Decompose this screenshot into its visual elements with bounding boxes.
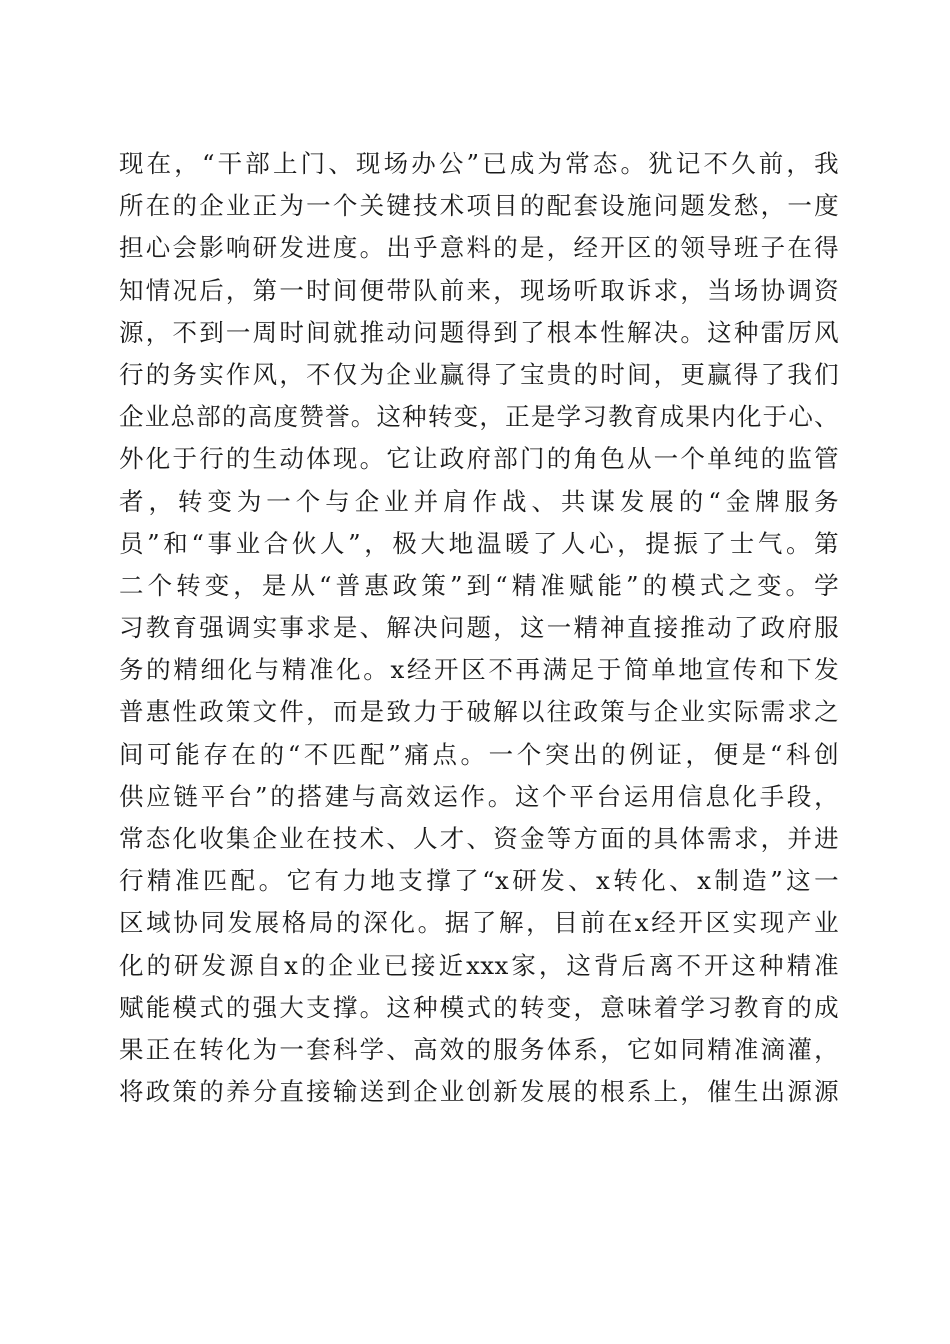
text-line: 现在，“干部上门、现场办公”已成为常态。犹记不久前，我: [119, 149, 839, 178]
text-line: 源，不到一周时间就推动问题得到了根本性解决。这种雷厉风: [119, 317, 839, 347]
text-line: 供应链平台”的搭建与高效运作。这个平台运用信息化手段，: [119, 781, 839, 811]
text-line: 赋能模式的强大支撑。这种模式的转变，意味着学习教育的成: [119, 992, 839, 1022]
text-line: 二个转变，是从“普惠政策”到“精准赋能”的模式之变。学: [119, 570, 839, 600]
text-line: 所在的企业正为一个关键技术项目的配套设施问题发愁，一度: [119, 191, 839, 221]
text-line: 将政策的养分直接输送到企业创新发展的根系上，催生出源源: [119, 1077, 839, 1107]
text-line: 者，转变为一个与企业并肩作战、共谋发展的“金牌服务: [119, 486, 839, 516]
text-line: 常态化收集企业在技术、人才、资金等方面的具体需求，并进: [119, 824, 839, 853]
text-line: 行的务实作风，不仅为企业赢得了宝贵的时间，更赢得了我们: [119, 359, 839, 389]
text-line: 企业总部的高度赞誉。这种转变，正是学习教育成果内化于心、: [119, 402, 839, 432]
text-line: 务的精细化与精准化。x经开区不再满足于简单地宣传和下发: [119, 655, 839, 685]
text-line: 员”和“事业合伙人”，极大地温暖了人心，提振了士气。第: [119, 528, 839, 558]
text-line: 知情况后，第一时间便带队前来，现场听取诉求，当场协调资: [119, 275, 839, 305]
text-line: 行精准匹配。它有力地支撑了“x研发、x转化、x制造”这一: [119, 866, 839, 896]
body-paragraph: [119, 143, 839, 1113]
text-line: 担心会影响研发进度。出乎意料的是，经开区的领导班子在得: [119, 233, 839, 263]
text-line: 果正在转化为一套科学、高效的服务体系，它如同精准滴灌，: [119, 1034, 839, 1064]
text-line: 普惠性政策文件，而是致力于破解以往政策与企业实际需求之: [119, 697, 839, 727]
text-line: 区域协同发展格局的深化。据了解，目前在x经开区实现产业: [119, 908, 839, 938]
text-line: 习教育强调实事求是、解决问题，这一精神直接推动了政府服: [119, 613, 839, 643]
text-line: 化的研发源自x的企业已接近xxx家，这背后离不开这种精准: [119, 950, 839, 980]
text-line: 间可能存在的“不匹配”痛点。一个突出的例证，便是“科创: [119, 739, 839, 769]
text-line: 外化于行的生动体现。它让政府部门的角色从一个单纯的监管: [119, 444, 839, 474]
